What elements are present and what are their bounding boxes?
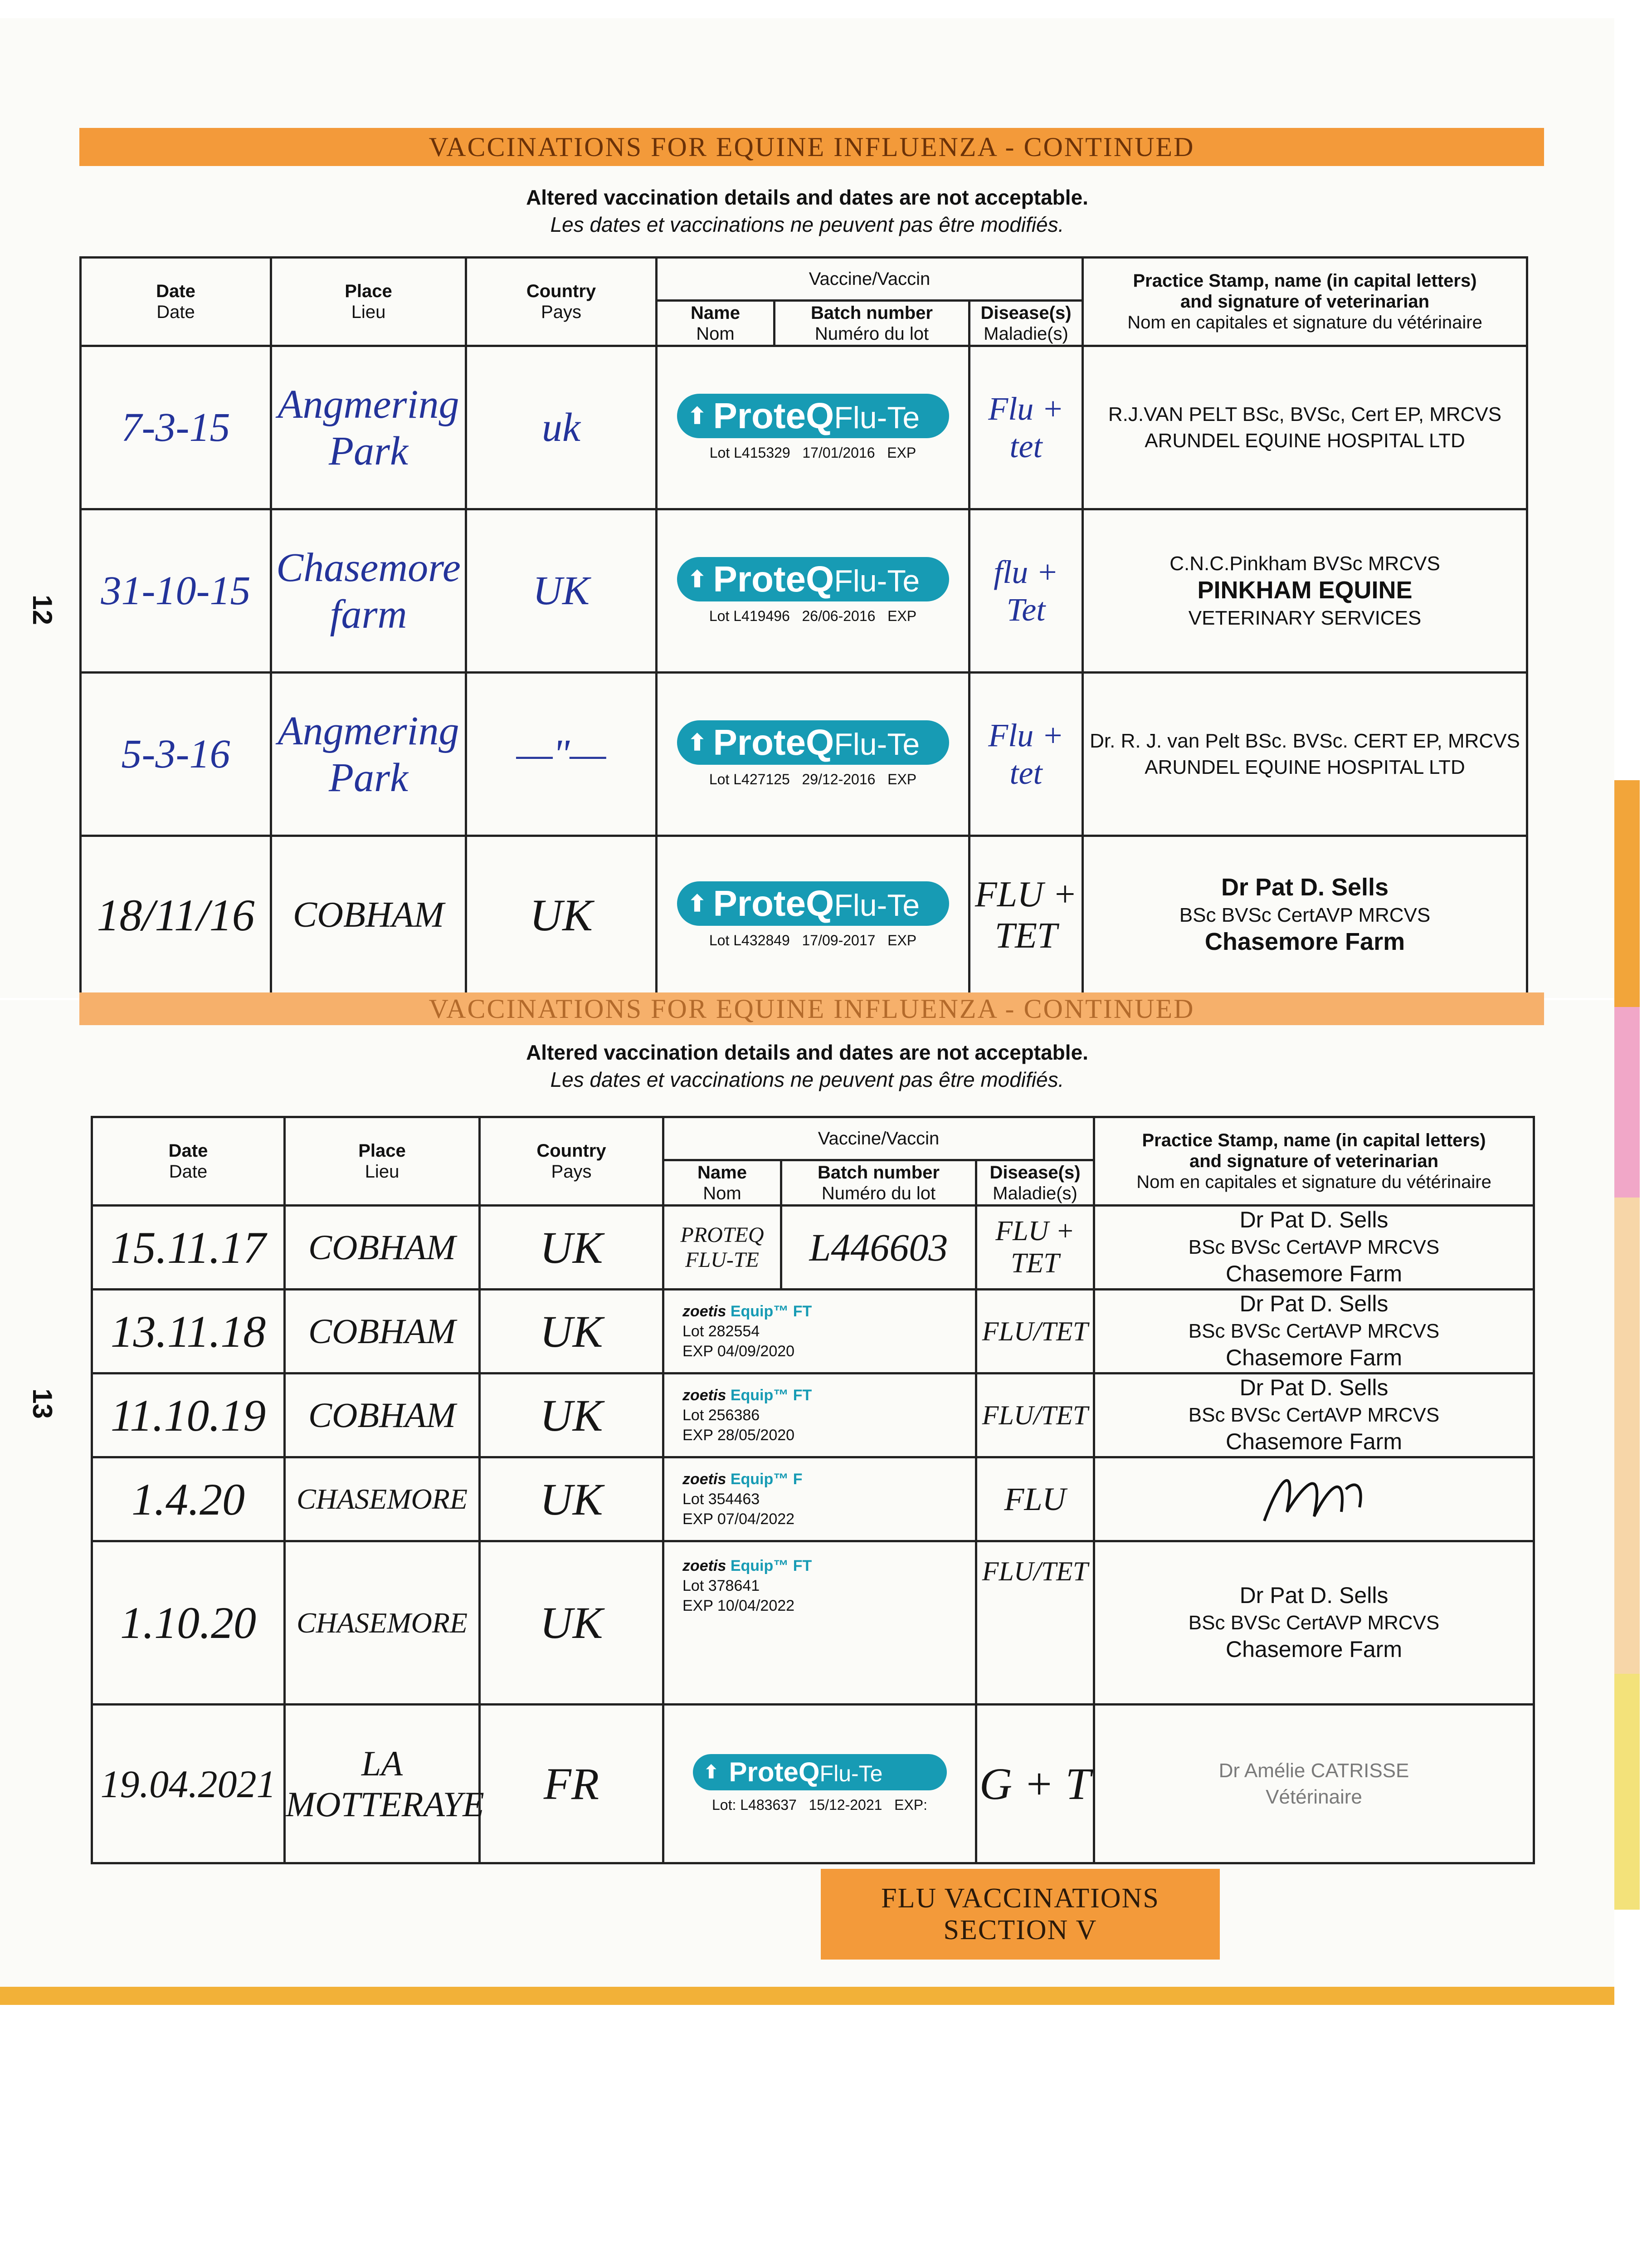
row-place: LA MOTTERAYE (285, 1705, 480, 1863)
vaccine-label: zoetis Equip™ FT Lot 282554 EXP 04/09/2020 (663, 1290, 976, 1374)
row-disease: Flu + tet (970, 673, 1083, 836)
header-date: Date Date (81, 258, 271, 346)
row-date: 19.04.2021 (92, 1705, 285, 1863)
row-place: Chasemore farm (271, 509, 466, 673)
vaccine-label: ⬆ ProteQFlu-Te Lot L415329 17/01/2016 EXP (657, 346, 970, 509)
row-disease: FLU + TET (976, 1206, 1094, 1290)
proteq-logo-icon: ⬆ (687, 891, 707, 916)
row-disease: G + T (976, 1705, 1094, 1863)
row-date: 11.10.19 (92, 1374, 285, 1457)
bottom-notice-fr: Les dates et vaccinations ne peuvent pas être modifiés. (550, 1068, 1064, 1091)
peach-tab (1614, 1198, 1640, 1674)
top-banner: VACCINATIONS FOR EQUINE INFLUENZA - CONTINUED (79, 128, 1544, 166)
top-notice-en: Altered vaccination details and dates are not acceptable. (526, 186, 1088, 209)
table-row (92, 1457, 1534, 1541)
table-row (81, 509, 1527, 673)
header-country: Country Pays (466, 258, 657, 346)
lot-number: 256386 (708, 1407, 760, 1424)
lot-number: L432849 (733, 932, 790, 948)
page-number-12: 12 (27, 595, 58, 625)
row-disease: FLU + TET (970, 836, 1083, 995)
header-name: Name Nom (657, 301, 775, 346)
proteq-logo-icon: ⬆ (703, 1762, 719, 1782)
bottom-notice-en: Altered vaccination details and dates are not acceptable. (526, 1041, 1088, 1064)
section-label: FLU VACCINATIONS SECTION V (821, 1869, 1220, 1960)
vet-stamp: Dr Pat D. Sells BSc BVSc CertAVP MRCVS Chasemore Farm (1094, 1541, 1534, 1705)
expiry-date: 10/04/2022 (717, 1597, 795, 1614)
row-country: FR (480, 1705, 663, 1863)
vet-stamp: Dr Pat D. Sells BSc BVSc CertAVP MRCVS Chasemore Farm (1094, 1206, 1534, 1290)
row-date: 1.4.20 (92, 1457, 285, 1541)
bottom-banner: VACCINATIONS FOR EQUINE INFLUENZA - CONTINUED (79, 992, 1544, 1025)
header-place: Place Lieu (285, 1117, 480, 1206)
vaccine-label: ⬆ ProteQFlu-Te Lot: L483637 15/12-2021 EXP: (663, 1705, 976, 1863)
zoetis-brand: zoetis (682, 1471, 726, 1488)
table-row (92, 1705, 1534, 1863)
vaccine-label: ⬆ ProteQFlu-Te Lot L432849 17/09-2017 EXP (657, 836, 970, 995)
bottom-vaccination-table (91, 1116, 1535, 1864)
row-country: uk (466, 346, 657, 509)
lot-number: L427125 (733, 771, 790, 787)
expiry-date: 28/05/2020 (717, 1427, 795, 1444)
expiry-date: 04/09/2020 (717, 1343, 795, 1360)
top-notice-fr: Les dates et vaccinations ne peuvent pas être modifiés. (550, 213, 1064, 236)
zoetis-brand: zoetis (682, 1303, 726, 1320)
header-vaccine: Vaccine/Vaccin (657, 258, 1083, 301)
row-country: UK (480, 1541, 663, 1705)
vaccine-label: zoetis Equip™ F Lot 354463 EXP 07/04/2022 (663, 1457, 976, 1541)
lot-number: 378641 (708, 1577, 760, 1594)
table-row (81, 346, 1527, 509)
vaccine-label: ⬆ ProteQFlu-Te Lot L427125 29/12-2016 EXP (657, 673, 970, 836)
top-notice (0, 184, 1614, 238)
header-batch: Batch number Numéro du lot (775, 301, 970, 346)
row-country: UK (466, 509, 657, 673)
row-country: UK (480, 1374, 663, 1457)
bottom-notice (0, 1039, 1614, 1093)
row-place: Angmering Park (271, 346, 466, 509)
table-row (81, 673, 1527, 836)
row-country: UK (480, 1206, 663, 1290)
row-disease: FLU/TET (976, 1290, 1094, 1374)
header-place: Place Lieu (271, 258, 466, 346)
signature-icon (1255, 1462, 1373, 1530)
row-name: PROTEQ FLU-TE (663, 1206, 781, 1290)
expiry-date: 29/12-2016 (802, 771, 876, 787)
table-row (92, 1290, 1534, 1374)
vet-stamp: Dr Amélie CATRISSE Vétérinaire (1094, 1705, 1534, 1863)
lot-number: L415329 (734, 445, 790, 461)
row-disease: Flu + tet (970, 346, 1083, 509)
table-row (81, 836, 1527, 995)
row-date: 31-10-15 (81, 509, 271, 673)
row-place: COBHAM (271, 836, 466, 995)
row-country: UK (480, 1290, 663, 1374)
row-disease: FLU/TET (976, 1374, 1094, 1457)
proteq-logo-icon: ⬆ (687, 730, 707, 755)
vaccine-label: ⬆ ProteQFlu-Te Lot L419496 26/06-2016 EXP (657, 509, 970, 673)
top-vaccination-table (79, 256, 1528, 996)
header-stamp: Practice Stamp, name (in capital letters) and signature of veterinarian Nom en capitales et signature du vétérinaire (1083, 258, 1527, 346)
row-place: Angmering Park (271, 673, 466, 836)
row-date: 1.10.20 (92, 1541, 285, 1705)
yellow-tab (1614, 1674, 1640, 1910)
vet-stamp: Dr Pat D. Sells BSc BVSc CertAVP MRCVS Chasemore Farm (1094, 1290, 1534, 1374)
zoetis-brand: zoetis (682, 1387, 726, 1404)
expiry-date: 26/06-2016 (802, 608, 876, 624)
header-date: Date Date (92, 1117, 285, 1206)
row-place: COBHAM (285, 1206, 480, 1290)
table-row (92, 1541, 1534, 1705)
row-place: CHASEMORE (285, 1457, 480, 1541)
orange-tab (1614, 780, 1640, 1007)
header-vaccine: Vaccine/Vaccin (663, 1117, 1094, 1160)
row-country: —"— (466, 673, 657, 836)
row-disease: FLU/TET (976, 1541, 1094, 1705)
vet-stamp: Dr. R. J. van Pelt BSc. BVSc. CERT EP, MRCVS ARUNDEL EQUINE HOSPITAL LTD (1083, 673, 1527, 836)
vet-stamp: R.J.VAN PELT BSc, BVSc, Cert EP, MRCVS ARUNDEL EQUINE HOSPITAL LTD (1083, 346, 1527, 509)
row-date: 18/11/16 (81, 836, 271, 995)
proteq-logo-icon: ⬆ (687, 567, 707, 592)
row-date: 5-3-16 (81, 673, 271, 836)
row-date: 15.11.17 (92, 1206, 285, 1290)
lot-number: L483637 (740, 1797, 797, 1813)
vaccine-label: zoetis Equip™ FT Lot 256386 EXP 28/05/2020 (663, 1374, 976, 1457)
pink-tab (1614, 1007, 1640, 1198)
vaccine-label: zoetis Equip™ FT Lot 378641 EXP 10/04/2022 (663, 1541, 976, 1705)
page-number-13: 13 (27, 1388, 58, 1419)
expiry-date: 17/09-2017 (802, 932, 876, 948)
row-place: COBHAM (285, 1374, 480, 1457)
lot-number: 354463 (708, 1491, 760, 1508)
header-disease: Disease(s) Maladie(s) (970, 301, 1083, 346)
lot-number: 282554 (708, 1323, 760, 1340)
row-country: UK (466, 836, 657, 995)
header-disease: Disease(s) Maladie(s) (976, 1160, 1094, 1206)
lot-number: L419496 (733, 608, 790, 624)
zoetis-brand: zoetis (682, 1557, 726, 1574)
proteq-logo-icon: ⬆ (687, 403, 707, 429)
row-date: 7-3-15 (81, 346, 271, 509)
vet-stamp: Dr Pat D. Sells BSc BVSc CertAVP MRCVS Chasemore Farm (1094, 1374, 1534, 1457)
row-date: 13.11.18 (92, 1290, 285, 1374)
header-name: Name Nom (663, 1160, 781, 1206)
vet-stamp (1094, 1457, 1534, 1541)
row-place: COBHAM (285, 1290, 480, 1374)
row-disease: flu + Tet (970, 509, 1083, 673)
vet-stamp: C.N.C.Pinkham BVSc MRCVS PINKHAM EQUINE VETERINARY SERVICES (1083, 509, 1527, 673)
table-row (92, 1374, 1534, 1457)
header-batch: Batch number Numéro du lot (781, 1160, 976, 1206)
expiry-date: 15/12-2021 (809, 1797, 882, 1813)
header-country: Country Pays (480, 1117, 663, 1206)
header-stamp: Practice Stamp, name (in capital letters) and signature of veterinarian Nom en capitales et signature du vétérinaire (1094, 1117, 1534, 1206)
expiry-date: 17/01/2016 (802, 445, 875, 461)
table-row (92, 1206, 1534, 1290)
row-disease: FLU (976, 1457, 1094, 1541)
vet-stamp: Dr Pat D. Sells BSc BVSc CertAVP MRCVS Chasemore Farm (1083, 836, 1527, 995)
row-place: CHASEMORE (285, 1541, 480, 1705)
row-batch: L446603 (781, 1206, 976, 1290)
expiry-date: 07/04/2022 (717, 1510, 795, 1528)
row-country: UK (480, 1457, 663, 1541)
